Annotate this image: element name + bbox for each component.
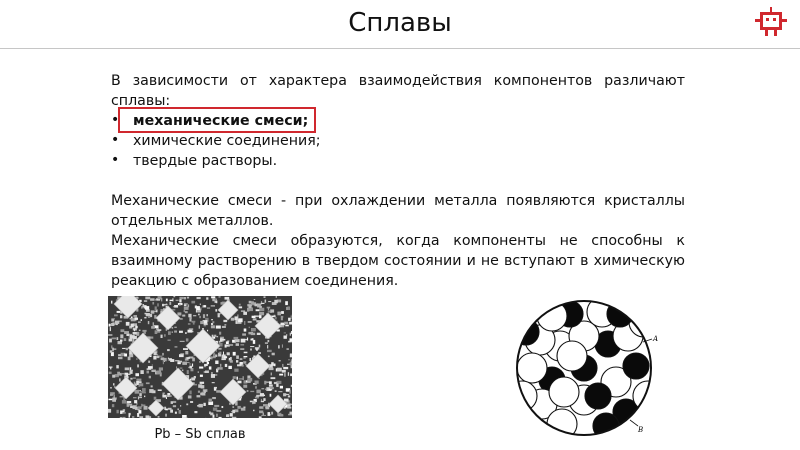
bullet-icon: •: [111, 132, 120, 148]
list-item-label: химические соединения;: [133, 133, 321, 149]
label-a: A: [653, 335, 659, 343]
definition-text: Механические смеси - при охлаждении металла появляются кристаллы отдельных металлов.: [111, 193, 685, 229]
micrograph-caption: Pb – Sb сплав: [154, 427, 246, 442]
logo-icon: [754, 6, 788, 40]
list-item-label: механические смеси;: [133, 113, 309, 129]
explanation-text: Механические смеси образуются, когда компоненты не способны к взаимному растворению в твердом состоянии и не вступают в химическую реакцию с образованием соединения.: [111, 233, 685, 289]
bullet-icon: •: [111, 112, 120, 128]
micrograph-image: [108, 296, 292, 418]
bullet-icon: •: [111, 152, 120, 168]
list-item: [111, 151, 685, 171]
micrograph-texture: [108, 296, 292, 418]
title-divider: [0, 48, 800, 49]
list-item: [111, 131, 685, 151]
grain-structure-diagram: [512, 296, 662, 436]
highlight-frame: [118, 107, 316, 133]
intro-text: В зависимости от характера взаимодействия компонентов различают сплавы:: [111, 73, 685, 109]
list-item-label: твердые растворы.: [133, 153, 278, 169]
slide-title: Сплавы: [348, 8, 452, 38]
label-b: B: [638, 426, 644, 434]
slide-body: [111, 71, 685, 291]
